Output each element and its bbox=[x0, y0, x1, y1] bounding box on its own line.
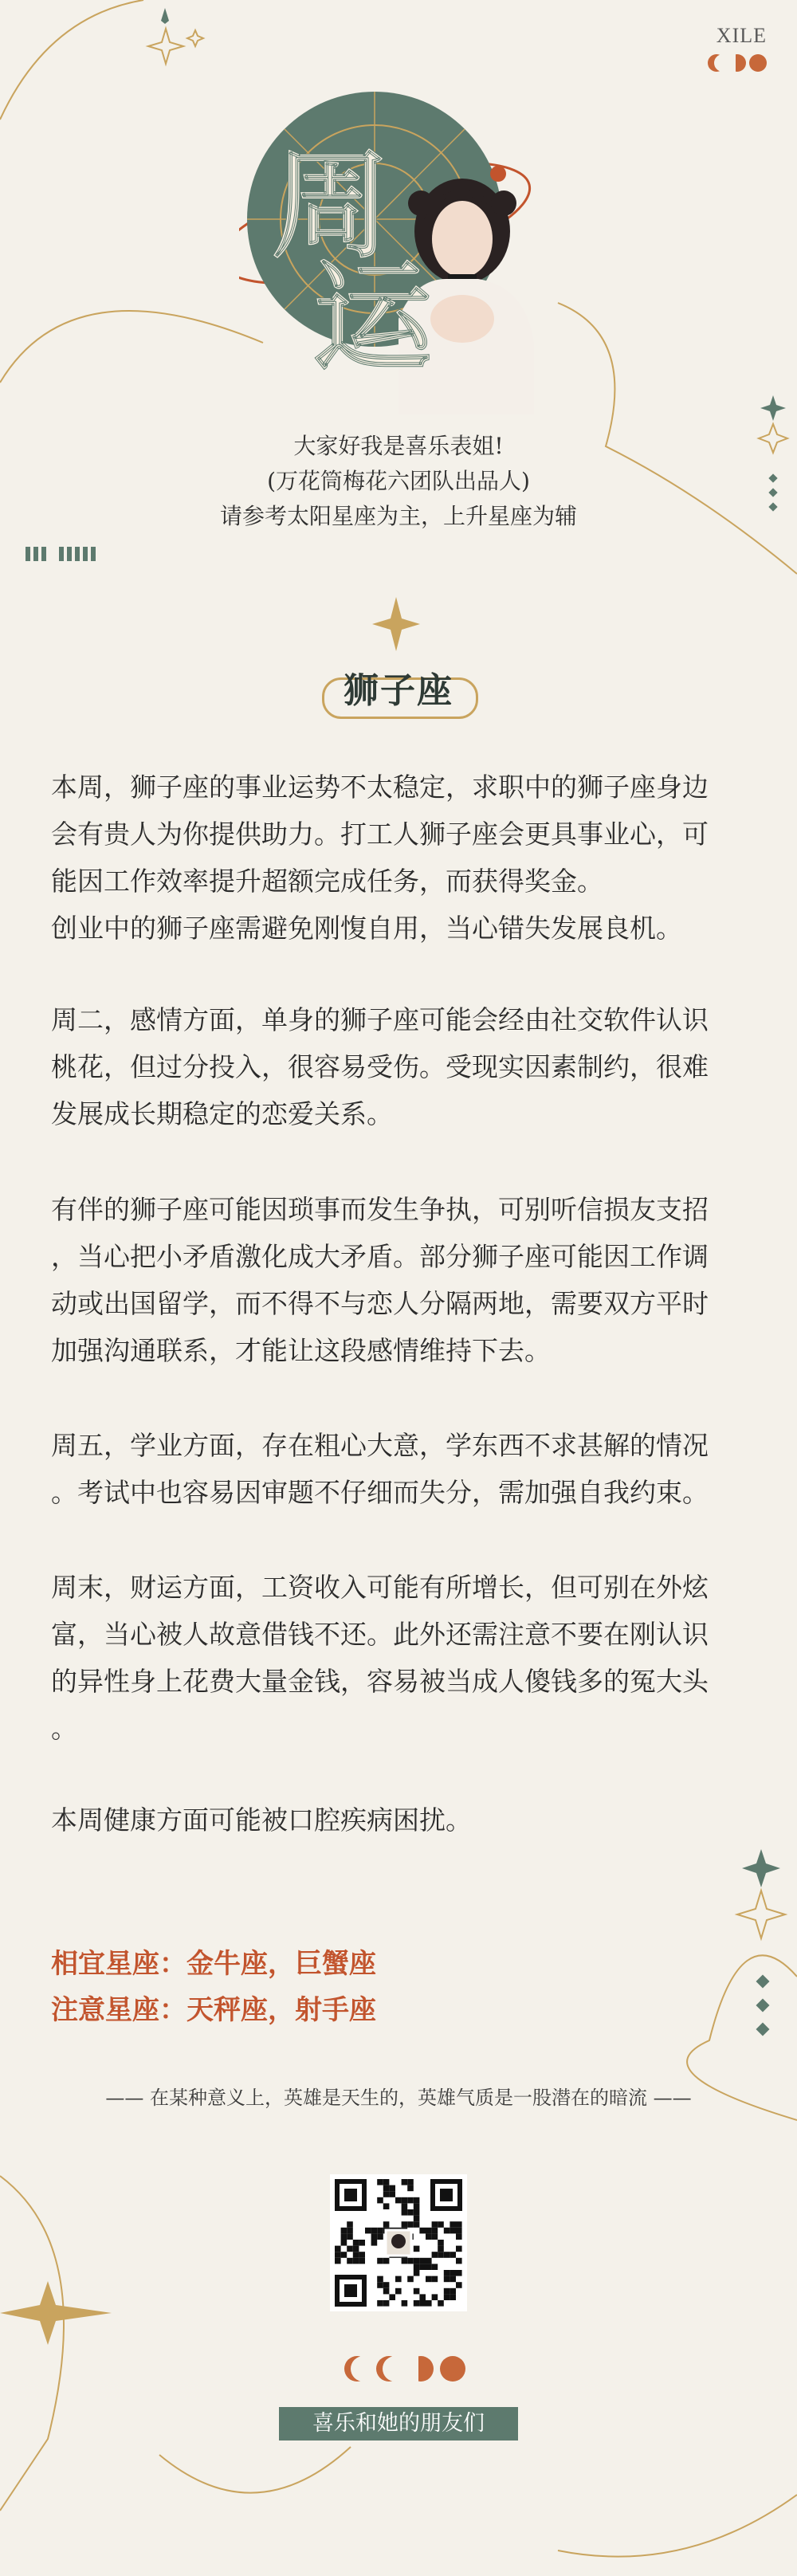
greeting-line-3: 请参考太阳星座为主，上升星座为辅 bbox=[219, 503, 577, 529]
decorative-stripes bbox=[26, 547, 96, 561]
hero-illustration bbox=[239, 80, 558, 414]
paragraph-line: 周二，感情方面，单身的狮子座可能会经由社交软件认识 bbox=[51, 1004, 709, 1035]
caution-signs: 注意星座：天秤座，射手座 bbox=[51, 1994, 376, 2026]
qr-code[interactable] bbox=[330, 2174, 467, 2311]
hero-char-1: 周 bbox=[271, 135, 391, 276]
paragraph-line: 桃花，但过分投入，很容易受伤。受现实因素制约，很难 bbox=[51, 1051, 709, 1082]
paragraph-line: 创业中的狮子座需避免刚愎自用，当心错失发展良机。 bbox=[51, 913, 682, 944]
paragraph-line: 本周，狮子座的事业运势不太稳定，求职中的狮子座身边 bbox=[51, 772, 709, 803]
paragraph-line: 周末，财运方面，工资收入可能有所增长，但可别在外炫 bbox=[51, 1572, 709, 1603]
paragraph-line: ，当心把小矛盾激化成大矛盾。部分狮子座可能因工作调 bbox=[51, 1241, 709, 1272]
compatible-signs: 相宜星座：金牛座，巨蟹座 bbox=[51, 1948, 376, 1980]
footer-label: 喜乐和她的朋友们 bbox=[279, 2407, 518, 2441]
hero-char-2: 运 bbox=[312, 247, 433, 387]
paragraph-line: 周五，学业方面，存在粗心大意，学东西不求甚解的情况 bbox=[51, 1430, 709, 1461]
paragraph-line: 富，当心被人故意借钱不还。此外还需注意不要在刚认识 bbox=[51, 1619, 709, 1650]
paragraph-line: 本周健康方面可能被口腔疾病困扰。 bbox=[51, 1804, 472, 1836]
paragraph-line: 加强沟通联系，才能让这段感情维持下去。 bbox=[51, 1335, 551, 1366]
quote-text: —— 在某种意义上，英雄是天生的，英雄气质是一股潜在的暗流 —— bbox=[105, 2087, 692, 2109]
paragraph-line: 。 bbox=[51, 1713, 77, 1744]
paragraph-line: 。考试中也容易因审题不仔细而失分，需加强自我约束。 bbox=[51, 1477, 709, 1508]
paragraph-line: 动或出国留学，而不得不与恋人分隔两地，需要双方平时 bbox=[51, 1288, 709, 1319]
greeting-line-1: 大家好我是喜乐表姐! bbox=[293, 433, 504, 459]
paragraph-line: 会有贵人为你提供助力。打工人狮子座会更具事业心，可 bbox=[51, 819, 709, 850]
section-title: 狮子座 bbox=[344, 670, 453, 711]
paragraph-line: 能因工作效率提升超额完成任务，而获得奖金。 bbox=[51, 866, 603, 897]
sparkle-icon bbox=[148, 29, 183, 64]
brand-logo: XILE bbox=[716, 24, 767, 47]
moon-phase-icon bbox=[344, 2356, 465, 2382]
paragraph-line: 的异性身上花费大量金钱，容易被当成人傻钱多的冤大头 bbox=[51, 1666, 709, 1697]
paragraph-line: 发展成长期稳定的恋爱关系。 bbox=[51, 1098, 393, 1129]
paragraph-line: 有伴的狮子座可能因琐事而发生争执，可别听信损友支招 bbox=[51, 1194, 709, 1225]
greeting-line-2: (万花筒梅花六团队出品人) bbox=[267, 468, 530, 494]
moon-phase-icon bbox=[708, 54, 767, 72]
